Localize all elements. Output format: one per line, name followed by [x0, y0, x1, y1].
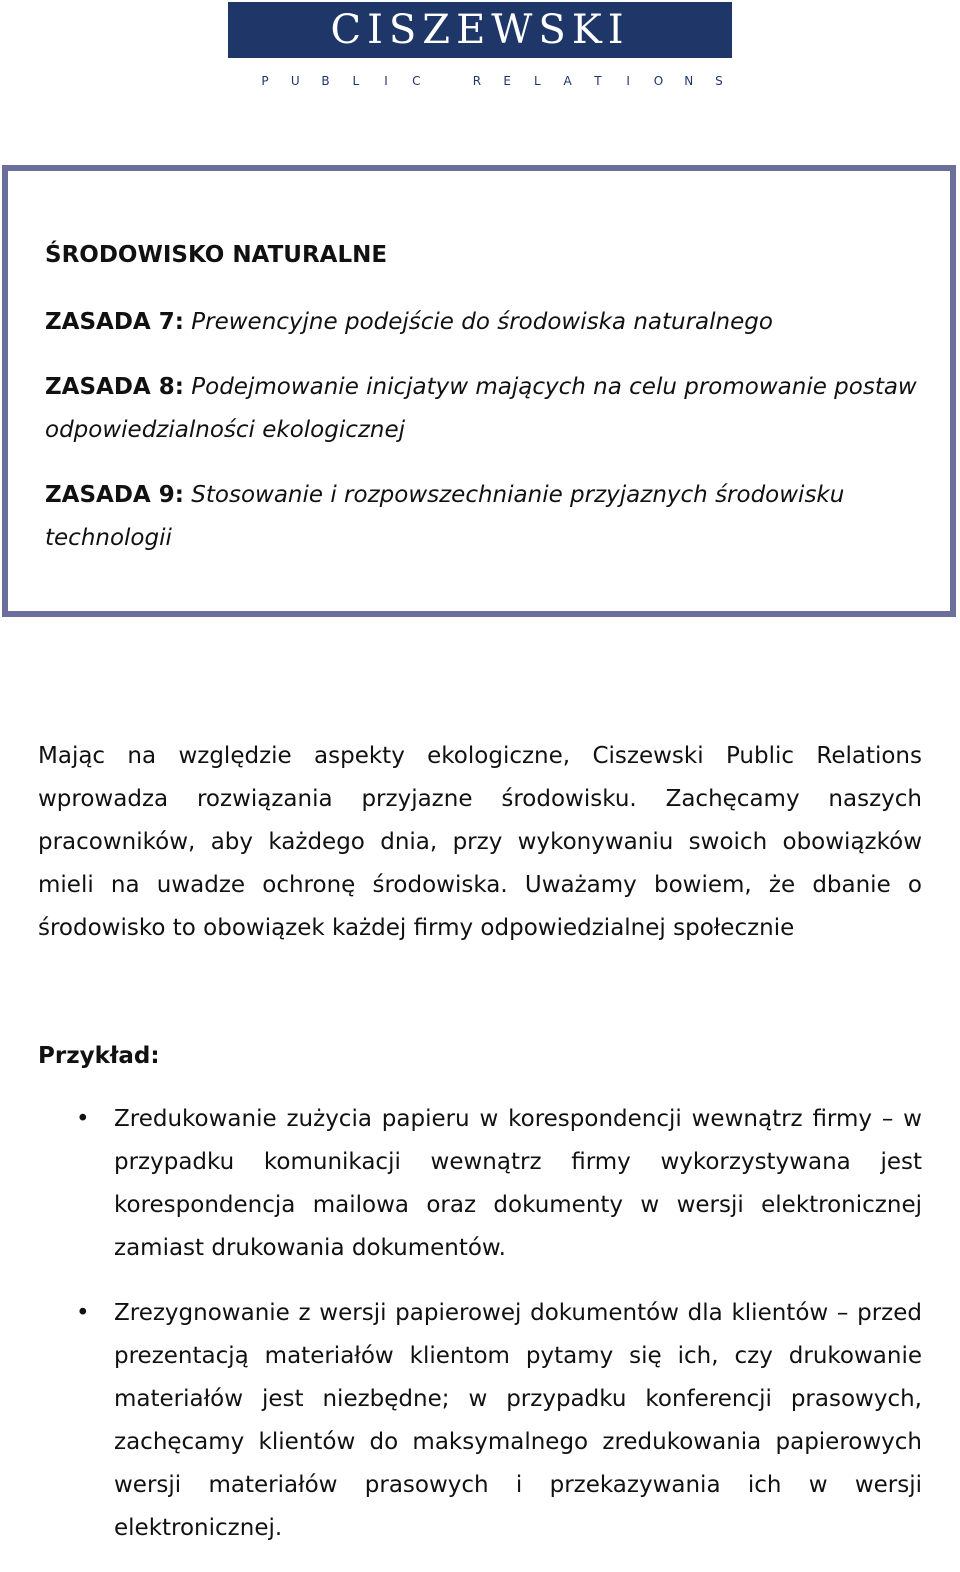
list-item-text: Zredukowanie zużycia papieru w korespondencji wewnątrz firmy – w przypadku komunikacji wewnątrz firmy wykorzystywana jest korespondencja mailowa oraz dokumenty w wersji elektronicznej zamiast drukowania dokumentów.	[114, 1106, 922, 1261]
logo-tagline-letter: N	[684, 74, 694, 88]
logo-tagline-letter: T	[594, 74, 602, 88]
principle-label: ZASADA 9:	[45, 482, 184, 508]
list-item	[0, 1098, 960, 1270]
logo-tagline-letter: C	[412, 74, 421, 88]
logo-tagline-letter: L	[352, 74, 360, 88]
logo-tagline-letter: I	[626, 74, 630, 88]
example-list	[0, 1098, 960, 1572]
list-item	[0, 1292, 960, 1550]
principles-content	[45, 241, 945, 560]
logo-wordmark: CISZEWSKI	[228, 2, 732, 58]
principle-text: Stosowanie i rozpowszechnianie przyjaznych środowisku technologii	[45, 482, 845, 551]
example-label: Przykład:	[38, 1043, 160, 1069]
logo-tagline-letter: I	[384, 74, 388, 88]
section-heading: ŚRODOWISKO NATURALNE	[45, 242, 388, 268]
logo-tagline-letter: E	[503, 74, 511, 88]
bullet-marker: •	[76, 1300, 90, 1326]
logo-tagline	[258, 74, 726, 94]
principle-7	[45, 301, 945, 344]
principle-text: Podejmowanie inicjatyw mających na celu promowanie postaw odpowiedzialności ekologicznej	[45, 374, 917, 443]
logo-tagline-letter: O	[653, 74, 664, 88]
principle-text: Prewencyjne podejście do środowiska naturalnego	[191, 309, 773, 335]
logo-tagline-letter: R	[472, 74, 482, 88]
list-item-text: Zrezygnowanie z wersji papierowej dokumentów dla klientów – przed prezentacją materiałów klientom pytamy się ich, czy drukowanie materiałów jest niezbędne; w przypadku konferencji prasowych, zachęcamy klientów do maksymalnego zredukowania papierowych wersji materiałów prasowych i przekazywania ich w wersji elektronicznej.	[114, 1300, 922, 1541]
company-logo	[228, 2, 732, 94]
logo-tagline-letter: U	[290, 74, 300, 88]
principle-8	[45, 366, 945, 452]
principles-box	[2, 165, 956, 617]
logo-tagline-space	[440, 74, 454, 94]
intro-paragraph: Mając na względzie aspekty ekologiczne, Ciszewski Public Relations wprowadza rozwiązania przyjazne środowisku. Zachęcamy naszych pracowników, aby każdego dnia, przy wykonywaniu swoich obowiązków mieli na uwadze ochronę środowiska. Uważamy bowiem, że dbanie o środowisko to obowiązek każdej firmy odpowiedzialnej społecznie	[38, 743, 922, 941]
principle-9	[45, 474, 945, 560]
logo-tagline-letter: L	[534, 74, 541, 88]
logo-tagline-letter: A	[563, 74, 572, 88]
principle-label: ZASADA 7:	[45, 309, 184, 335]
logo-tagline-letter: P	[261, 74, 269, 88]
bullet-marker: •	[76, 1106, 90, 1132]
logo-tagline-letter: S	[715, 74, 723, 88]
principle-label: ZASADA 8:	[45, 374, 184, 400]
logo-tagline-letter: B	[321, 74, 330, 88]
